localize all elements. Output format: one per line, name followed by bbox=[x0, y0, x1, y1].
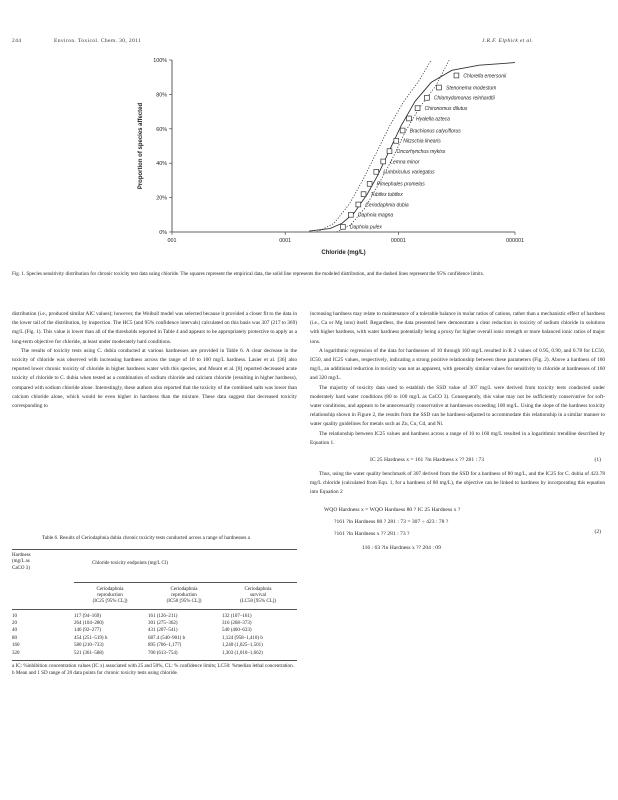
table-cell: 1,124 (958–1,410) b bbox=[222, 635, 263, 641]
species-label: Hyalella azteca bbox=[416, 116, 450, 123]
x-tick-label: 000001 bbox=[506, 238, 524, 244]
paragraph: The relationship between IC25 values and hardness across a range of 10 to 160 mg/L resulted in a logarithmic trendline described by Equation 1. bbox=[310, 430, 605, 446]
table-cell: 895 (706–1,177) bbox=[148, 643, 182, 649]
species-label: Brachionus calyciflorus bbox=[409, 128, 461, 135]
y-tick-label: 80% bbox=[156, 92, 167, 99]
data-point bbox=[425, 95, 430, 100]
table-cell: 700 (613–754) bbox=[148, 650, 178, 656]
table-cell: 80 bbox=[12, 635, 17, 641]
species-label: Chironomus dilutus bbox=[424, 105, 468, 112]
table-cell: 454 (251–519) b bbox=[74, 635, 108, 641]
y-tick-label: 100% bbox=[153, 58, 167, 64]
species-label: Lemna minor bbox=[390, 159, 420, 166]
data-point bbox=[356, 202, 361, 207]
y-tick-label: 0% bbox=[159, 230, 167, 236]
species-label: Lumbriculus variegatus bbox=[383, 169, 435, 176]
paragraph: The results of toxicity tests using C. dubia conducted at various hardnesses are provided in Table 6. A clear decrease in the toxicity of chloride was observed with increasing hardness across the range of 10 to 160 mg/L hardness. Lasier et al. [36] also reported lower chronic toxicity of chloride in higher hardness water with this species, and Mount et al. [8] reported decreased acute toxicity of chloride to C. dubia when tested as a combination of sodium chloride and calcium chloride (resulting in higher hardness), compared with sodium chloride alone. Interestingly, these authors also reported that the toxicity of the combined salts was lower than calcium chloride alone, which would be even higher in hardness than the mixture. These data suggest that decreased toxicity corresponding to bbox=[12, 347, 297, 410]
data-point bbox=[415, 106, 420, 111]
table-row bbox=[12, 620, 297, 627]
species-sensitivity-chart bbox=[110, 52, 530, 267]
data-point bbox=[381, 159, 386, 164]
table-cell: 320 bbox=[12, 650, 20, 656]
species-label: Stenonema modestum bbox=[445, 85, 497, 92]
data-point bbox=[437, 85, 442, 90]
paragraph: The majority of toxicity data used to establish the SSD value of 307 mg/L were derived from toxicity tests conducted under moderately hard water conditions (80 to 100 mg/L as CaCO 3). Consequently, this value may not be sufficiently conservative for soft-water conditions, and appears to be unnecessarily conservative at hardnesses exceeding 100 mg/L. Using the slope of the hardness toxicity relationship shown in Figure 2, the results from the SSD can be hardness-adjusted to accommodate this relationship in a similar manner to water quality guidelines for metals such as Zn, Cu, Cd, and Ni. bbox=[310, 384, 605, 428]
table-cell: 431 (207–541) bbox=[148, 628, 178, 634]
paragraph: A logarithmic regression of the data for hardnesses of 10 through 160 mg/L resulted in R 2 values of 0.95, 0.90, and 0.78 for LC50, IC50, and IC25 values, respectively, indicating a strong positive relationship between these parameters (Fig. 2). Above a hardness of 160 mg/L, an additional reduction in toxicity was not as apparent, with generally similar values for sensitivity to chloride at hardnesses of 160 and 320 mg/L. bbox=[310, 347, 605, 382]
y-axis-label: Proportion of species affected bbox=[138, 102, 144, 190]
species-label: Tubifex tubifex bbox=[370, 191, 403, 198]
table-cell: 521 (361–588) bbox=[74, 650, 104, 656]
y-tick-label: 40% bbox=[156, 161, 167, 168]
table-cell: 687.4 (540–901) b bbox=[148, 635, 186, 641]
data-point bbox=[394, 138, 399, 143]
table-cell: 160 bbox=[12, 643, 20, 649]
data-point bbox=[454, 73, 459, 78]
table-cell: 301 (275–362) bbox=[148, 621, 178, 626]
equation-2: WQO Hardness x = WQO Hardness 80 ? IC 25 Hardness x ? ?161 ?ln Hardness 80 ? 281 : 73 = 307 ÷ 423 : 78 ? ?161 ?ln Hardness x ?? 281 : 73 ? (2) 116 : 63 ?ln Hardness x ?? 204 : 09 bbox=[324, 506, 601, 551]
table-row bbox=[12, 635, 297, 642]
table-cell: 117 (94–169) bbox=[74, 613, 101, 619]
table-6 bbox=[12, 534, 297, 677]
equation-1: IC 25 Hardness x = 161 ?ln Hardness x ?? 281 : 73 (1) bbox=[370, 457, 601, 464]
paragraph: increasing hardness may relate to maintenance of a tolerable balance in molar ratios of cations, rather than a mechanistic effect of hardness (i.e., Ca or Mg ions) itself. Regardless, the data presented here demonstrate a clear reduction in toxicity of sodium chloride in solutions with higher hardness, with water hardness potentially being a proxy for higher overall ionic strength or more balanced ionic ratios of major ions. bbox=[310, 311, 605, 345]
table-footnote-a: a IC: %inhibition concentration values (IC x) associated with 25 and 50%, CL: % confidence limits; LC50: %median lethal concentration. bbox=[12, 663, 294, 670]
table-cell: 1,303 (1,010–1,662) bbox=[222, 650, 263, 656]
x-tick-label: 00001 bbox=[390, 238, 406, 244]
col-group-ic25: Ceriodaphnia reproduction (IC25 [95% CL]) bbox=[92, 586, 128, 605]
table-cell: 540 (460–633) bbox=[222, 628, 252, 634]
data-point bbox=[387, 149, 392, 154]
species-label: Ceriodaphnia dubia bbox=[365, 202, 409, 209]
table-cell: 132 (107–161) bbox=[222, 613, 252, 619]
table-cell: 580 (210–733) bbox=[74, 643, 104, 649]
col-group-ic50: Ceriodaphnia reproduction (IC50 [95% CL]) bbox=[166, 586, 202, 605]
table-row bbox=[12, 627, 297, 634]
species-label: Chlamydomonas reinhardtii bbox=[433, 95, 495, 102]
paragraph: distribution (i.e., produced similar AIC values); however, the Weibull model was selected because it provided a closer fit to the data in the lower tail of the distribution, by inspection. The HC5 (and 95% confidence intervals) calculated on this basis was 307 (217 to 369) mg/L (Fig. 1). This value is lower than all of the thresholds reported in Table 4 and appears to be appropriately protective to apply as a long-term objective for chloride, at least under moderately hard conditions. bbox=[12, 311, 297, 345]
right-column bbox=[310, 310, 605, 560]
x-axis-label: Chloride (mg/L) bbox=[321, 250, 366, 256]
x-tick-label: 001 bbox=[167, 238, 177, 244]
data-point bbox=[341, 224, 346, 229]
y-tick-label: 20% bbox=[156, 195, 167, 202]
table-cell: 1,240 (1,025–1,501) bbox=[222, 643, 263, 649]
table-cell: 264 (104–280) bbox=[74, 621, 104, 626]
page-number: 244 bbox=[12, 38, 22, 44]
table-row bbox=[12, 650, 297, 657]
data-point bbox=[400, 128, 405, 133]
table-cell: 10 bbox=[12, 613, 17, 619]
data-point bbox=[367, 181, 372, 186]
table-cell: 316 (268–373) bbox=[222, 621, 252, 626]
col-group-lc50: Ceriodaphnia survival (LC50 [95% CL]) bbox=[239, 586, 277, 605]
x-tick-label: 0001 bbox=[279, 238, 292, 244]
hardness-header: Hardness (mg/L as CaCO 3) bbox=[12, 552, 31, 571]
results-table bbox=[12, 613, 297, 657]
data-point bbox=[348, 212, 353, 217]
table-row bbox=[12, 642, 297, 649]
species-label: Nitzschia linearis bbox=[403, 138, 441, 145]
table-caption: Table 6. Results of Ceriodaphnia dubia chronic toxicity tests conducted across a range of hardnesses a bbox=[42, 535, 250, 541]
table-cell: 161 (126–211) bbox=[148, 613, 178, 619]
y-tick-label: 60% bbox=[156, 126, 167, 133]
species-label: Daphnia magna bbox=[357, 212, 394, 219]
paragraph: Thus, using the water quality benchmark of 307 derived from the SSD for a hardness of 80 mg/L, and the IC25 for C. dubia of 423.78 mg/L chloride (calculated from Eqn. 1, for a hardness of 80 mg/L), the objective can be linked to hardness by incorporating this equation into Equation 2 bbox=[310, 471, 605, 496]
journal-citation: Environ. Toxicol. Chem. 30, 2011 bbox=[54, 38, 142, 44]
table-cell: 20 bbox=[12, 621, 17, 626]
endpoints-header: Chloride toxicity endpoints (mg/L Cl) bbox=[92, 560, 168, 566]
table-row bbox=[12, 613, 297, 620]
data-point bbox=[361, 192, 366, 197]
running-authors: J.R.F. Elphick et al. bbox=[482, 38, 534, 44]
species-label: Oncorhynchus mykiss bbox=[396, 148, 446, 155]
table-cell: 40 bbox=[12, 628, 17, 634]
table-cell: 146 (92–277) bbox=[74, 628, 102, 634]
species-label: Chlorella emersonii bbox=[463, 73, 507, 80]
data-point bbox=[407, 116, 412, 121]
table-footnote-b: b Mean and 1 SD range of 20 data points for chronic toxicity tests using chloride. bbox=[12, 670, 179, 677]
figure-caption: Fig. 1. Species sensitivity distribution for chronic toxicity test data using chloride. The squares represent the empirical data, the solid line represents the modeled distribution, and the dashed lines represent the 95% confidence limits. bbox=[12, 271, 484, 277]
species-label: Pimephales promelas bbox=[376, 181, 425, 188]
data-point bbox=[374, 169, 379, 174]
species-label: Daphnia pulex bbox=[349, 224, 382, 231]
left-column bbox=[12, 310, 297, 411]
